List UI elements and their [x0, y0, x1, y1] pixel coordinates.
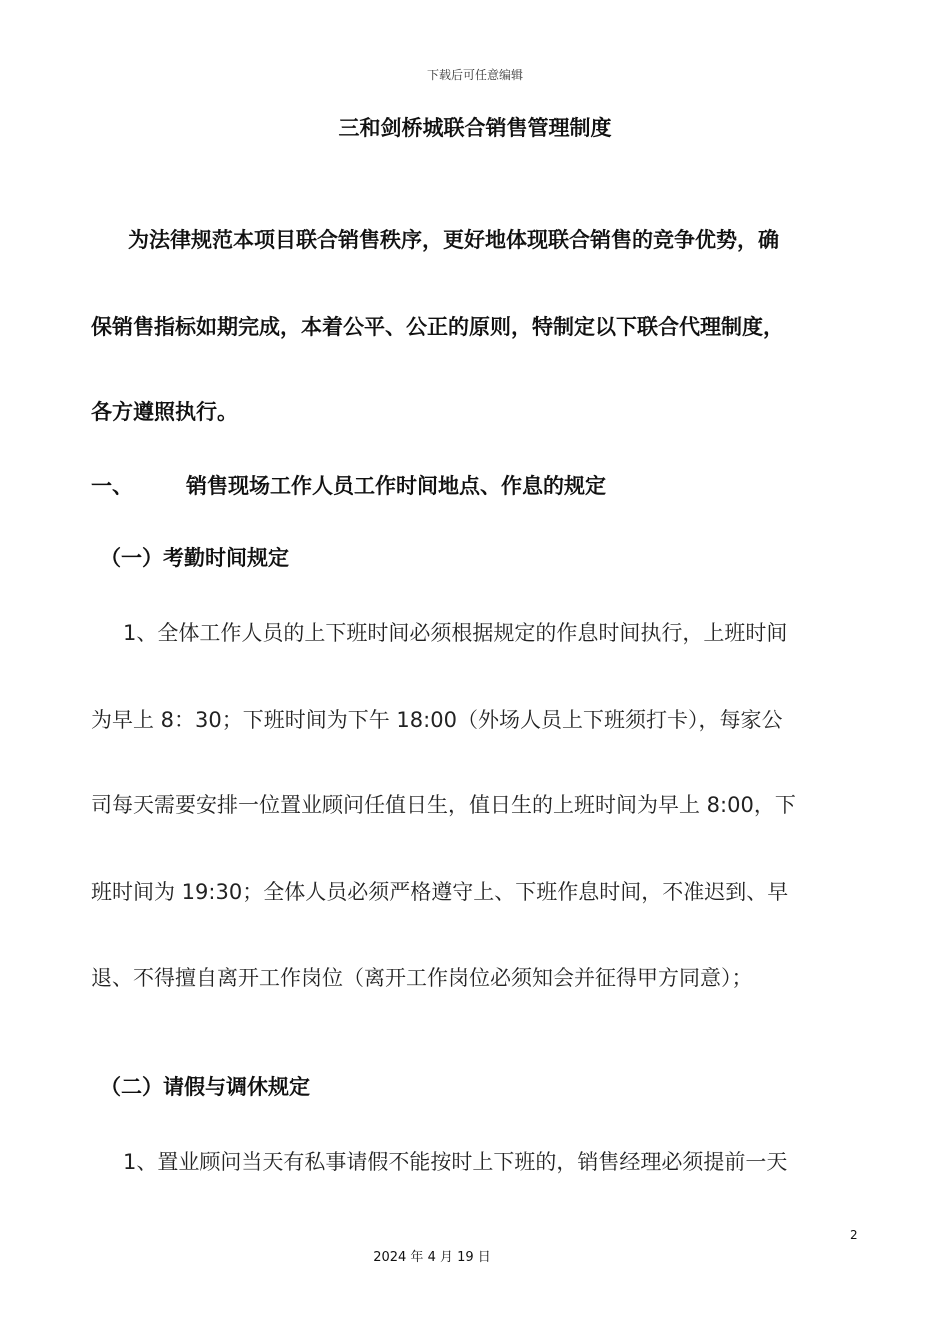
page-number: 2 — [850, 1228, 858, 1242]
document-title: 三和剑桥城联合销售管理制度 — [338, 116, 612, 140]
attendance-line-3: 司每天需要安排一位置业顾问任值日生，值日生的上班时间为早上 8:00，下 — [91, 793, 796, 817]
header-note: 下载后可任意编辑 — [426, 68, 523, 82]
footer-date: 2024 年 4 月 19 日 — [373, 1250, 491, 1265]
intro-line-2: 保销售指标如期完成，本着公平、公正的原则，特制定以下联合代理制度， — [91, 315, 784, 339]
intro-line-1: 为法律规范本项目联合销售秩序，更好地体现联合销售的竞争优势，确 — [128, 228, 779, 252]
subsection-heading-attendance: （一）考勤时间规定 — [100, 546, 289, 570]
attendance-line-4: 班时间为 19:30；全体人员必须严格遵守上、下班作息时间，不准迟到、早 — [91, 880, 789, 904]
section-title: 销售现场工作人员工作时间地点、作息的规定 — [186, 474, 606, 498]
attendance-line-5: 退、不得擅自离开工作岗位（离开工作岗位必须知会并征得甲方同意）； — [91, 966, 753, 990]
attendance-line-1: 1、全体工作人员的上下班时间必须根据规定的作息时间执行，上班时间 — [123, 621, 788, 645]
section-number: 一、 — [91, 474, 133, 498]
leave-line-1: 1、置业顾问当天有私事请假不能按时上下班的，销售经理必须提前一天 — [123, 1150, 788, 1174]
subsection-heading-leave: （二）请假与调休规定 — [100, 1075, 310, 1099]
attendance-line-2: 为早上 8：30；下班时间为下午 18:00（外场人员上下班须打卡），每家公 — [91, 708, 783, 732]
intro-line-3: 各方遵照执行。 — [91, 400, 238, 424]
